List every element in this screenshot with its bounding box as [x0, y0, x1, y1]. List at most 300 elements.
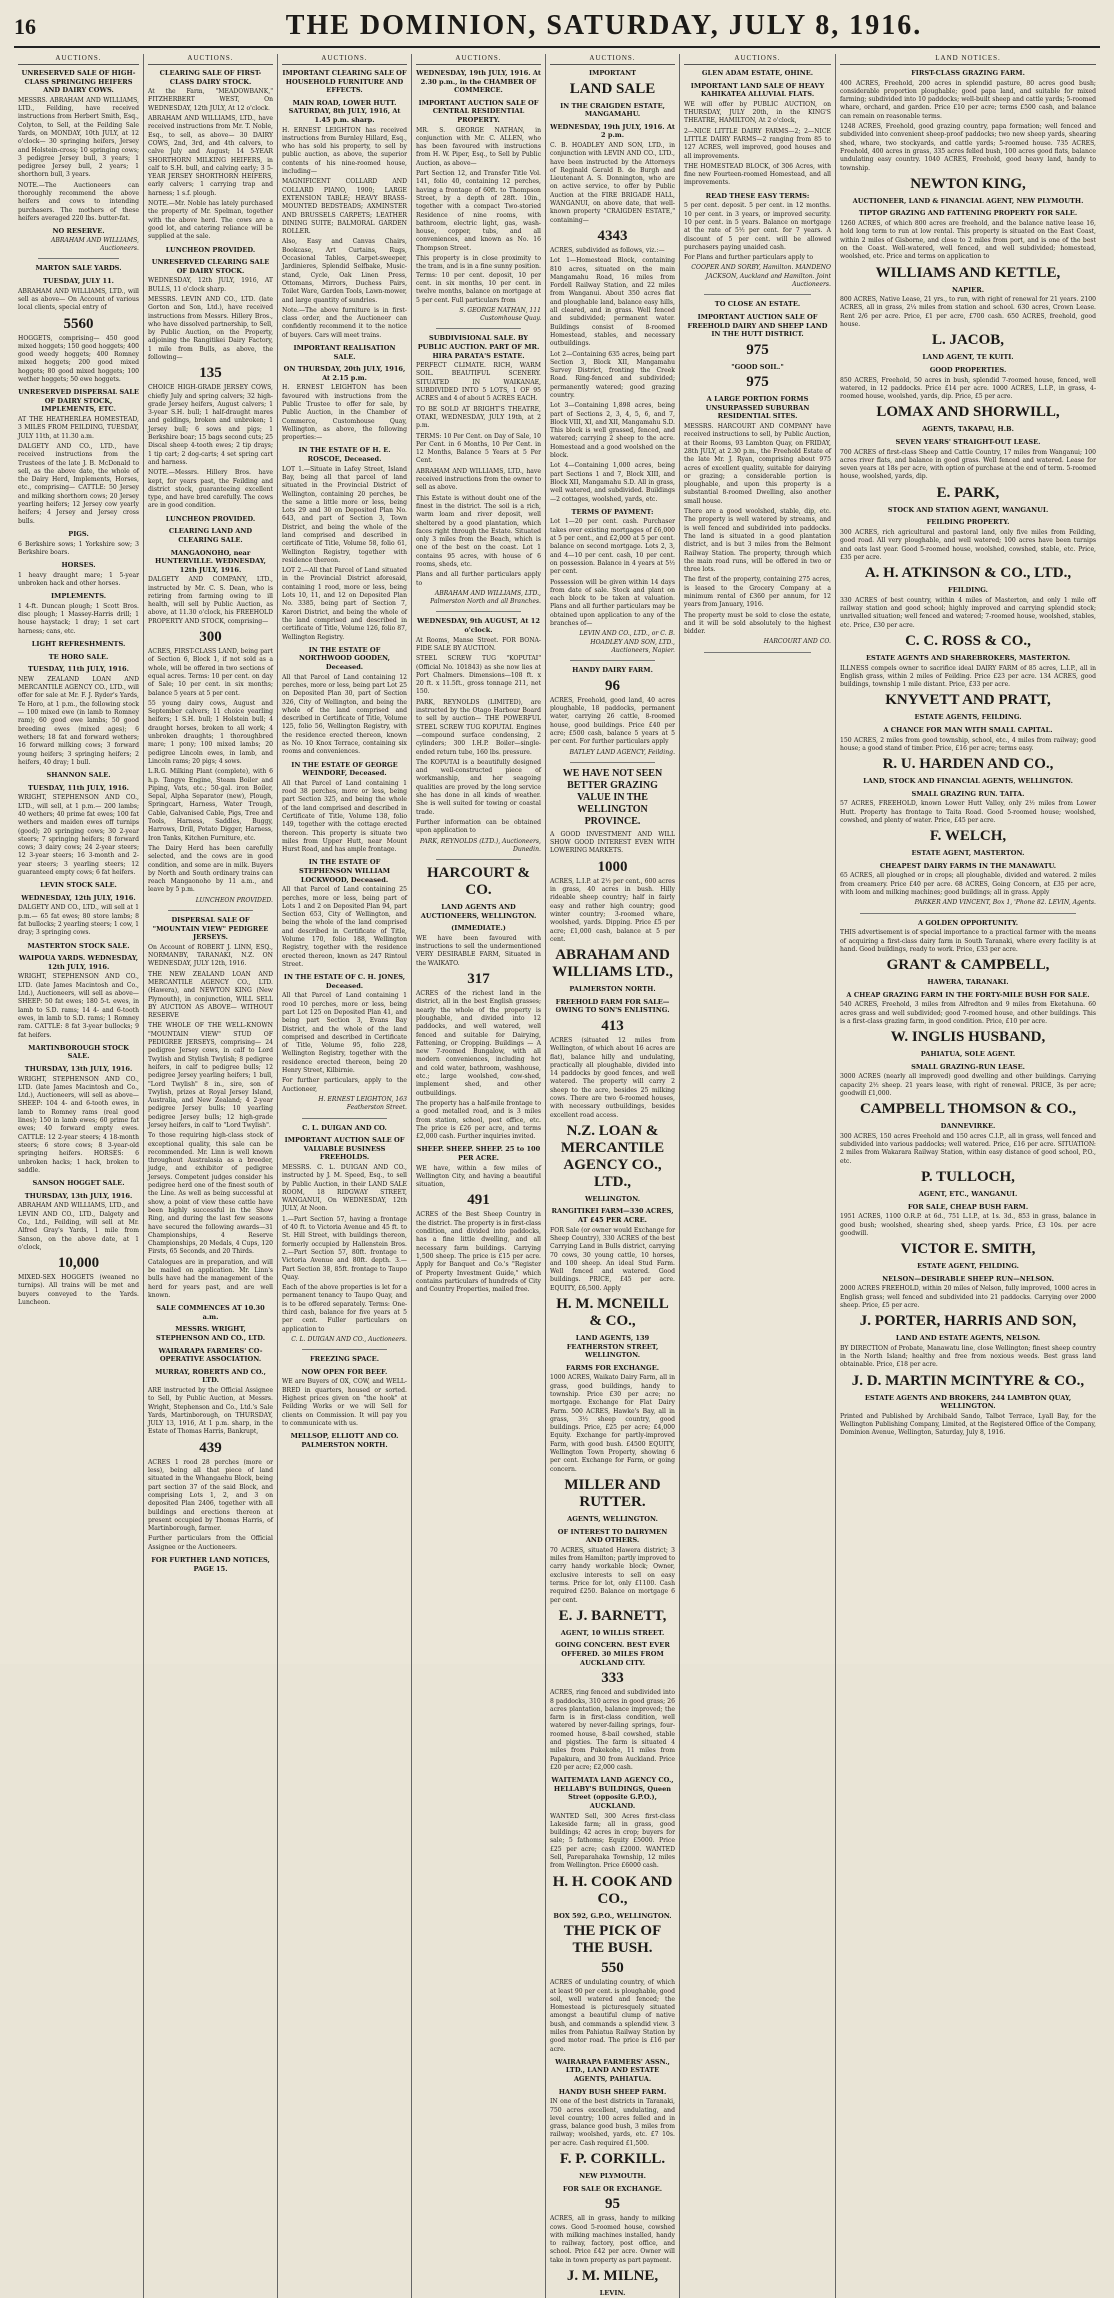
ad-heading: (IMMEDIATE.): [451, 924, 506, 933]
ad-heading: SMALL GRAZING RUN. TAITA.: [911, 789, 1025, 798]
ad-heading: AGENT, 10 WILLIS STREET.: [560, 1628, 665, 1637]
ad-signature: PARK, REYNOLDS (LTD.), Auctioneers, Dunedin.: [419, 837, 541, 853]
ad-heading: FREEHOLD FARM FOR SALE—OWING TO SON'S ENLISTING.: [555, 997, 670, 1015]
ad-heading: SALE COMMENCES AT 10.30 a.m.: [156, 1304, 265, 1321]
ad-divider: [168, 910, 253, 911]
ad-text: ACRES, all in grass, handy to milking cows. Good 5-roomed house, cowshed with milking machines installed, handy to railway, factory, post office, and school. Price £42 per acre. Owner will take in town property as part payment.: [550, 2215, 675, 2264]
ad-text: The KOPUTAI is a beautifully designed and well-constructed piece of workmanship, and her seagoing qualities are proved by the long service she has done in all kinds of weather. She is well suited for towing or coastal trade.: [416, 758, 541, 816]
ad-heading: IMPORTANT AUCTION SALE OF VALUABLE BUSINESS FREEHOLDS.: [284, 1136, 405, 1162]
ad-text: Lot 2—Containing 635 acres, being part Section 3, Block XII, Mangamahu Survey District, fronting the Creek Road. Ring-fenced and subdivided; permanently watered; good grazing country.: [550, 350, 675, 399]
ad-heading: UNRESERVED CLEARING SALE OF DAIRY STOCK.: [151, 258, 270, 275]
ad-signature: BATLEY LAND AGENCY, Feilding.: [569, 748, 675, 756]
ad-text: At Rooms, Manse Street. FOR BONA-FIDE SALE BY AUCTION.: [416, 636, 541, 652]
ad-text: 65 ACRES, all ploughed or in crops; all ploughable, divided and watered. 2 miles from creamery. Price £40 per acre. 68 ACRES, Going Concern, at £35 per acre, with loom and milking machines; good buildings; all in grass. Apply: [840, 872, 1096, 897]
ad-signature: ABRAHAM AND WILLIAMS, LTD., Palmerston North and all Branches.: [430, 589, 541, 606]
ad-acreage: 975: [746, 374, 769, 391]
ad-heading: BOX 592, G.P.O., WELLINGTON.: [553, 1911, 672, 1920]
ad-heading: PAHIATUA, SOLE AGENT.: [920, 1050, 1016, 1059]
ad-heading: STOCK AND STATION AGENT, WANGANUI.: [887, 505, 1049, 514]
ad-heading: AGENT, ETC., WANGANUI.: [918, 1190, 1018, 1199]
ad-heading: "GOOD SOIL.": [731, 362, 784, 371]
ad-display-name: L. JACOB,: [931, 332, 1005, 349]
ad-heading: SEVEN YEARS' STRAIGHT-OUT LEASE.: [895, 437, 1041, 446]
ad-heading: LAND AGENTS, 139 FEATHERSTON STREET, WELLINGTON.: [566, 1334, 659, 1360]
ad-heading: C. L. DUIGAN AND CO.: [302, 1123, 387, 1132]
ad-text: DALGETY AND CO., LTD., will sell at 1 p.m.— 65 fat ewes; 80 store lambs; 8 fat bullocks; 2 yearling steers; 1 cow, 1 dray; 3 springing cows.: [18, 904, 139, 937]
ad-text: Part Section 12, and Transfer Title Vol. 141, folio 40, containing 12 perches, having a frontage of 60ft. to Thompson Street, by a depth of 28ft. 10in., together with a compact Two-storied Residence of nine rooms, with bathroom, electric light, gas, wash-house, copper, tubs, and all conveniences, and known as No. 16 Thompson Street.: [416, 170, 541, 252]
ad-text: MESSRS. C. L. DUIGAN AND CO., instructed by J. M. Speed, Esq., to sell by Public Auction, in their LAND SALE ROOM, 18 RIDGWAY STREET, WANGANUI, On WEDNESDAY, 12th JULY, At Noon.: [282, 1163, 407, 1213]
ad-acreage: 975: [746, 341, 769, 358]
ad-text: There are a good woolshed, stable, dip, etc. The property is well watered by streams, and is well fenced and subdivided into paddocks. The land is situated in a good plantation district, and is but 3 miles from the Belmont Railway Station. The property, through which the main road runs, will be offered in two or three lots.: [684, 508, 831, 574]
ad-acreage: 95: [605, 2196, 620, 2213]
ad-heading: IN THE ESTATE OF STEPHENSON WILLIAM LOCKWOOD, Deceased.: [298, 858, 391, 884]
ad-display-name: C. C. ROSS & CO.,: [905, 632, 1031, 649]
ad-heading: IMPORTANT: [588, 69, 637, 77]
ad-heading: IMPLEMENTS.: [50, 592, 107, 601]
ad-text: THE WHOLE OF THE WELL-KNOWN "MOUNTAIN VIEW" STUD OF PEDIGREE JERSEYS, comprising— 24 pedigree Jersey cows, in calf to Lord Twylish and Stylish Twylish; 8 pedigree heifers, in calf to pedigree bulls; 12 pedigree Jersey yearling heifers; 1 bull, "Lord Twylish" 8 in., sire, son of Twylish, prizes at Royal Jersey Island, Australia, and New Zealand; 4 2-year pedigree Jersey bulls; 10 yearling pedigree Jersey bulls; 12 high-grade Jersey heifers, in calf to "Lord Twylish".: [148, 1022, 273, 1129]
ad-text: THE NEW ZEALAND LOAN AND MERCANTILE AGENCY CO., LTD. (Hawera), and NEWTON KING (New Plymouth), in conjunction, WILL SELL BY AUCTION AS ABOVE— WITHOUT RESERVE: [148, 970, 273, 1020]
ad-text: Lot 4—Containing 1,000 acres, being part Sections 1 and 7, Block XIII, and Block XII, Mangamahu S.D. All in grass, well watered, and subdivided. Buildings—2 cottages, woolshed, yards, etc.: [550, 462, 675, 503]
ad-text: CHOICE HIGH-GRADE JERSEY COWS, chiefly July and spring calvers; 32 high-grade Jersey heifers, August calvers; 1 3-year S.H. bull; 1 half-draught mares and geldings, broken and unbroken; 1 Jersey bull; 6 sows and pigs; 1 Berkshire boar; 15 bags second cuts; 25 Discal sheep 4-tooth ewes; 2 tip drays; 1 tip cart; 2 dog-carts; 4 set spring cart and harness.: [148, 384, 273, 466]
ad-text: ACRES, ring fenced and subdivided into 8 paddocks, 310 acres in good grass; 26 acres plantation, balance improved; the farm is in first-class condition, well watered by never-failing springs, four-roomed house, 8-bail cowshed, stable and pigsties. The farm is situated 4 miles from Pukekohe, 11 miles from Papakura, and 30 from Auckland. Price £20 per acre; £2,000 cash.: [550, 1689, 675, 1771]
ad-heading: PIGS.: [68, 529, 89, 538]
ad-heading: TO CLOSE AN ESTATE.: [714, 300, 801, 309]
ad-text: LOT 1.—Situate in Lafey Street, Island Bay, being all that parcel of land situated in the Provincial District of Wellington, containing 20 perches, be the same a little more or less, being Lots 29 and 30 on Deposited Plan No. 643, and part of Section 3, Town District, and being the whole of the land comprised and described in certificate of Title, Volume 58, folio 61, Wellington Registry, together with residence thereon.: [282, 465, 407, 564]
ad-text: DALGETY AND CO., LTD., have received instructions from the Trustees of the late J. B. McDonald to sell, as the above date, the whole of the Dairy Herd, Implements, Horses, etc., comprising— CATTLE: 50 Jersey and milking shorthorn cows; 20 Jersey yearling heifers; 12 Jersey cow yearly heifers; 4 Jersey and Jersey cross bulls.: [18, 442, 139, 525]
ad-heading: IN THE ESTATE OF H. E. ROSCOE, Deceased.: [298, 446, 391, 464]
ad-heading: MARTINBOROUGH STOCK SALE.: [28, 1043, 129, 1061]
column-1: [14, 54, 144, 2298]
ad-text: ILLNESS compels owner to sacrifice ideal DAIRY FARM of 85 acres, L.I.P., all in English grass, within 2 miles of Feilding. Price £23 per acre. 134 ACRES, good buildings, township 1 mile distant. Price, £33 per acre.: [840, 664, 1096, 689]
ad-heading: AGENTS, WELLINGTON.: [567, 1514, 658, 1523]
ad-heading: AGENTS, TAKAPAU, H.B.: [922, 425, 1014, 434]
ad-heading: FARMS FOR EXCHANGE.: [565, 1363, 660, 1372]
ad-signature: PARKER AND VINCENT, Box 1, 'Phone 82. LEVIN, Agents.: [914, 899, 1096, 907]
ad-text: WEDNESDAY, 12th JULY, 1916, AT BULLS, 11 o'clock sharp.: [148, 277, 273, 293]
ad-text: 3000 ACRES (nearly all improved) good dwelling and other buildings. Carrying capacity 2½ sheep. 21 years lease, with right of renewal. PRICE, 3s per acre; goodwill £1,000.: [840, 1073, 1096, 1097]
ad-text: ACRES, FIRST-CLASS LAND, being part of Section 6, Block 1, if not sold as a whole, will be offered in two sections of equal acres. Terms: 10 per cent. on day of Sale; 10 per cent. in six months; balance 5 years at 5 per cent.: [148, 648, 273, 697]
ad-text: Further information can be obtained upon application to: [416, 818, 541, 835]
ad-heading: ESTATE AGENT, FEILDING.: [917, 1262, 1019, 1271]
ad-text: ACRES, L.I.P. at 2½ per cent., 600 acres in grass, 40 acres in bush. Hilly rideable sheep country; half in fairly easy and rather high country; good winter country; 3-roomed whare, woolshed, yards. Dipping. Price £5 per acre; £1,000 cash, balance at 5 per cent.: [550, 877, 675, 943]
ad-acreage: 300: [199, 629, 222, 646]
ad-acreage: 10,000: [57, 1255, 100, 1272]
column-2: [144, 54, 278, 2298]
ad-heading: DISPERSAL SALE OF "MOUNTAIN VIEW" PEDIGREE JERSEYS.: [152, 915, 269, 942]
column-3: [278, 54, 412, 2298]
ad-display-name: R. U. HARDEN AND CO.,: [882, 756, 1054, 773]
ad-text: LOT 2.—All that Parcel of Land situated in the Provincial District aforesaid, containing 1 rood, more or less, being Lots 10, 11, and 12 on Deposited Plan No. 3385, being part of Section 7, Karori District, and being the whole of the land comprised and described in certificate of Title, Volume 126, folio 87, Wellington Registry.: [282, 567, 407, 641]
ad-text: L.R.G. Milking Plant (complete), with 6 h.p. Tangye Engine, Steam Boiler and Piping, Vats, etc.; 50-gal. iron Boiler, Sepal, Alpha Separator (new), Plough, Springcart, Harness, Water Trough, Cable, Galvanised Cable, Pigs, Tree and Tools, Harness, Saddles, Buggy, Harrows, Drill, Potato Digger, Harness, Iron Tanks, Kitchen Furniture, etc.: [148, 768, 273, 842]
ad-heading: ESTATE AGENT, MASTERTON.: [911, 849, 1025, 858]
ad-acreage: 4343: [597, 227, 628, 244]
ad-text: This property is in close proximity to the tram, and is in a fine sunny position. Terms: 10 per cent. deposit, 10 per cent. in six months, 10 per cent. in twelve months, balance on mortgage at 5 per cent. Full particulars from: [416, 255, 541, 304]
ad-divider: [38, 258, 119, 259]
ad-heading: FIRST-CLASS GRAZING FARM.: [911, 69, 1025, 77]
ad-text: PARK, REYNOLDS (LIMITED), are instructed by the Otago Harbour Board to sell by auction— THE POWERFUL STEEL SCREW TUG KOPUTAI. Engines—compound surface condensing, 2 cylinders; 300 I.H.P. Boiler—single-ended return tube, 160 lbs. pressure.: [416, 698, 541, 756]
ad-text: ABRAHAM AND WILLIAMS, LTD., have received instructions from the owner to sell as above.: [416, 467, 541, 492]
ad-display-name: E. PARK,: [936, 484, 1000, 501]
ad-heading: IN THE ESTATE OF GEORGE WEINDORF, Deceased.: [291, 760, 398, 778]
ad-display-name: THE PICK OF THE BUSH.: [563, 1923, 662, 1957]
ad-heading: IMPORTANT CLEARING SALE OF HOUSEHOLD FURNITURE AND EFFECTS.: [282, 69, 407, 95]
ad-divider: [436, 611, 521, 612]
ad-acreage: 1000: [597, 858, 628, 875]
ad-divider: [570, 660, 655, 661]
ad-divider: [436, 328, 521, 329]
ad-text: Lot 1—Homestead Block, containing 810 acres, situated on the main Mangamahu Road, 16 miles from Fordell Railway Station, and 22 miles from Wanganui. About 350 acres flat and ploughable land, balance easy hills, all cleared, and in grass. Well fenced and subdivided; permanent water. Buildings consist of 8-roomed Homestead, stables, and necessary outbuildings.: [550, 257, 675, 348]
ad-divider: [704, 294, 811, 295]
ad-acreage: 550: [601, 1960, 624, 1977]
ad-text: All that Parcel of Land containing 1 rood 10 perches, more or less, being part Lot 125 on Deposited Plan 41, and being part Section 3, Evans Bay District, and the whole of the land comprised and described in Certificate of Title, Volume 95, folio 228, Wellington Registry, together with the residence erected thereon, being 20 Henry Street, Kilbirnie.: [282, 992, 407, 1075]
ad-heading: TERMS OF PAYMENT:: [571, 507, 654, 516]
ad-text: 57 ACRES, FREEHOLD, known Lower Hutt Valley, only 2½ miles from Lower Hutt. Property has frontage to Taita Road. Good 5-roomed house; woolshed, cowshed, and plenty of water. Price, £45 per acre.: [840, 800, 1096, 824]
column-6: [680, 54, 836, 2298]
ad-signature: C. L. DUIGAN AND CO., Auctioneers.: [291, 1335, 407, 1343]
ad-divider: [436, 859, 521, 860]
ad-heading: LEVIN.: [599, 2289, 626, 2298]
ad-text: ACRES (situated 12 miles from Wellington, of which about 16 acres are flat), balance hilly and undulating, practically all ploughable, divided into 14 paddocks by good fences, and well watered. The property will carry 2 sheep to the acre, besides 25 milking cows. There are two 6-roomed houses, with necessary outbuildings, besides excellent road access.: [550, 1036, 675, 1119]
ad-heading: IN THE ESTATE OF C. H. JONES, Deceased.: [283, 973, 406, 990]
ad-text: Catalogues are in preparation, and will be mailed on application. Mr. Linn's bulls have had the management of the herd for years past, and are well known.: [148, 1258, 273, 1299]
ad-display-name: HARCOURT & CO.: [427, 865, 530, 899]
ad-heading: IMPORTANT LAND SALE OF HEAVY KAHIKATEA ALLUVIAL FLATS.: [690, 81, 825, 99]
ad-heading: ON THURSDAY, 20th JULY, 1916, At 2.15 p.m.: [283, 365, 406, 382]
ad-display-name: W. INGLIS HUSBAND,: [890, 1029, 1046, 1046]
ad-heading: WELLINGTON.: [585, 1194, 640, 1203]
ad-heading: LUNCHEON PROVIDED.: [165, 245, 256, 254]
ad-heading: LAND AGENT, TE KUITI.: [922, 353, 1014, 362]
ad-text: Also, Easy and Canvas Chairs, Bookcase, Art Curtains, Rugs, Occasional Tables, Carpet-sweeper, Jardinieres, Splendid Selfbake, Music-stand, Cycle, Oak Linen Press, Ottomans, Mirrors, Duchess Pairs, Toilet Ware, Garden Tools, Lawn-mower, and large quantity of sundries.: [282, 238, 407, 304]
ad-text: A GOOD INVESTMENT AND WILL SHOW GOOD INTEREST EVEN WITH LOWERING MARKETS.: [550, 830, 675, 855]
ad-display-name: CAMPBELL THOMSON & CO.,: [860, 1101, 1076, 1118]
ad-text: 850 ACRES, Freehold, 50 acres in bush, splendid 7-roomed house, fenced, well watered, in 12 paddocks. Price £14 per acre. 1000 ACRES, L.I.P., in grass, 4-roomed house, woolshed, yards, dip. Price, £5 per acre.: [840, 376, 1096, 401]
ad-text: 1951 ACRES, 1100 O.R.P. at 6d., 751 L.I.P., at 1s. 3d., 853 in grass, balance in good bush; woolshed, shearing shed, sheep yards. Price, £3 10s. per acre goodwill.: [840, 1213, 1096, 1237]
column-header: AUCTIONS.: [148, 54, 273, 65]
ad-heading: A CHEAP GRAZING FARM IN THE FORTY-MILE BUSH FOR SALE.: [846, 990, 1090, 999]
page-number: 16: [14, 14, 36, 39]
ad-heading: NOW OPEN FOR BEEF.: [301, 1367, 388, 1376]
ad-text: All that Parcel of Land containing 25 perches, more or less, being part of Lots 1 and 2 on Deposited Plan 94, part Section 653, City of Wellington, and being the whole of the land comprised and described in Certificate of Title, Volume 170, folio 188, Wellington Registry, together with the residence erected thereon, known as 247 Rintoul Street.: [282, 886, 407, 968]
ad-text: On Account of ROBERT J. LINN, ESQ., NORMANBY, TARANAKI, N.Z. ON WEDNESDAY, JULY 12th, 1916.: [148, 943, 273, 968]
masthead: [14, 6, 1100, 48]
ad-acreage: 96: [605, 677, 620, 694]
ad-heading: GOING CONCERN. BEST EVER OFFERED. 30 MILES FROM AUCKLAND CITY.: [555, 1641, 670, 1667]
ad-display-name: MILLER AND RUTTER.: [564, 1476, 661, 1510]
ad-display-name: ABRAHAM AND WILLIAMS LTD.,: [552, 947, 673, 981]
ad-text: HOGGETS, comprising— 450 good mixed hoggets; 150 good hoggets; 400 good weedy hoggets; 400 Romney mixed hoggets; 200 good mixed hoggets; 80 good mixed hoggets; 100 wether hoggets; 50 ewe hoggets.: [18, 334, 139, 383]
column-header: AUCTIONS.: [282, 54, 407, 65]
ad-display-name: H. M. MCNEILL & CO.,: [556, 1296, 669, 1330]
ad-heading: LAND AGENTS AND AUCTIONEERS, WELLINGTON.: [420, 903, 537, 920]
ad-heading: MARTON SALE YARDS.: [35, 264, 122, 273]
ad-text: 70 ACRES, situated Hawera district; 3 miles from Hamilton; partly improved to carry handy workable block; Owner, exclusive interests to sell on easy terms. Price for lot, only £1100. Cash required £250. Balance on mortgage 6 per cent.: [550, 1546, 675, 1604]
ad-text: ACRES, Freehold, good land, 40 acres ploughable, 18 paddocks, permanent water, carrying 26 cattle, 8-roomed house, good buildings. Price £40 per acre; £500 cash, balance 5 years at 5 per cent. For further particulars apply: [550, 696, 675, 746]
ad-heading: SHANNON SALE.: [46, 771, 111, 780]
newspaper-title: THE DOMINION, SATURDAY, JULY 8, 1916.: [285, 10, 923, 41]
ad-acreage: 135: [199, 365, 222, 382]
ad-text: 300 ACRES, rich agricultural and pastoral land, only five miles from Feilding, good road. All very ploughable, and well watered; 100 acres have been turnips and oats last year. Good 5-roomed house, woolshed, cowshed, stable, etc. Price, £35 per acre.: [840, 528, 1096, 561]
ad-text: NOTE.—Messrs. Hillery Bros. have kept, for years past, the Feilding and district stock, guaranteeing excellent type, and have bred carefully. The cows are in good condition.: [148, 469, 273, 510]
ad-heading: SUBDIVISIONAL SALE. BY PUBLIC AUCTION. PART OF MR. HIRA PARATA'S ESTATE.: [417, 334, 540, 360]
column-header: AUCTIONS.: [18, 54, 139, 65]
ad-text: WANTED Sell, 300 Acres first-class Lakeside farm; all in grass, good buildings; 42 acres in crop; buyers for sale; 5 fathoms; Equity £5000. Price £25 per acre; cash £2000. WANTED Sell, Pareparahaka Township, 12 miles from Wellington. Price £6000 cash.: [550, 1812, 675, 1870]
ad-text: The Dairy Herd has been carefully selected, and the cows are in good condition, and some are in milk. Buyers by North and South ordinary trains can reach Mangaonoho by 11 a.m., and leave by 5 p.m.: [148, 844, 273, 894]
ad-heading: A LARGE PORTION FORMS UNSURPASSED SUBURBAN RESIDENTIAL SITES.: [705, 395, 810, 421]
ad-divider: [570, 762, 655, 763]
ad-text: MR. S. GEORGE NATHAN, in conjunction with Mr. C. ALLEN, who has been favoured with instructions from H. W. Piper, Esq., to Sell by Public Auction, as above—: [416, 126, 541, 167]
ad-heading: LAND AND ESTATE AGENTS, NELSON.: [895, 1334, 1041, 1343]
ad-text: 150 ACRES, 2 miles from good township, school, etc., 4 miles from railway; good house; a good stand of timber. Price, £16 per acre; terms easy.: [840, 736, 1096, 752]
ad-text: Lot 3—Containing 1,898 acres, being part of Sections 2, 3, 4, 5, 6, and 7, Block VIII, XI, and XII, Mangamahu S.D. This block is well grassed, fenced, and watered; carrying 2 sheep to the acre. Homestead and a good woolshed on the block.: [550, 402, 675, 460]
ad-heading: READ THESE EASY TERMS:: [705, 191, 810, 200]
column-header: AUCTIONS.: [550, 54, 675, 65]
ad-text: BY DIRECTION of Probate, Manawatu line, close Wellington; finest sheep country in the North Island; healthy and free from noxious weeds. Best grass land obtainable. Price, £18 per acre.: [840, 1344, 1096, 1369]
ad-acreage: 439: [199, 1439, 222, 1456]
ad-text: H. ERNEST LEIGHTON has received instructions from Burnley Hillard, Esq., who has sold his property, to sell by public auction, as above, the superior contents of his nine-roomed house, including—: [282, 126, 407, 176]
ad-heading: SHEEP. SHEEP. SHEEP. 25 to 100 PER ACRE.: [416, 1145, 541, 1162]
ad-heading: FEILDING.: [948, 586, 988, 595]
ad-text: The property must be sold to close the estate, and it will be sold absolutely to the highest bidder.: [684, 611, 831, 636]
ad-heading: NAPIER.: [952, 285, 984, 294]
ad-heading: WAIPOUA YARDS. WEDNESDAY, 12th JULY, 1916.: [18, 954, 139, 971]
ad-heading: HAWERA, TARANAKI.: [927, 978, 1009, 987]
ad-text: Possession will be given within 14 days from date of sale. Stock and plant on each block to be taken at valuation. Plans and all further particulars may be obtained upon application to any of the branches of—: [550, 578, 675, 627]
ad-display-name: VICTOR E. SMITH,: [900, 1241, 1036, 1258]
ad-signature: LEVIN AND CO., LTD., or C. B. HOADLEY AND SON, LTD., Auctioneers, Napier.: [579, 630, 675, 654]
ad-text: PERFECT CLIMATE. RICH, WARM SOIL. BEAUTIFUL SCENERY. SITUATED IN WAIKANAE, SUBDIVIDED INTO 5 LOTS, 1 OF 95 ACRES and 4 of about 5 ACRES EACH.: [416, 362, 541, 403]
ad-text: Plans and all further particulars apply to: [416, 571, 541, 587]
ad-heading: THURSDAY, 13th JULY, 1916.: [24, 1065, 133, 1073]
column-header: AUCTIONS.: [684, 54, 831, 65]
ad-heading: NO RESERVE.: [52, 227, 105, 236]
ad-heading: TUESDAY, 11th JULY, 1916.: [28, 783, 129, 792]
column-header: AUCTIONS.: [416, 54, 541, 65]
ad-display-name: KNYVETT AND PRATT,: [885, 692, 1051, 709]
ad-heading: GLEN ADAM ESTATE, OHINE.: [701, 69, 814, 77]
ad-heading: IN THE CRAIGDEN ESTATE, MANGAMAHU.: [560, 101, 665, 119]
ad-display-name: J. D. MARTIN MCINTYRE & CO.,: [851, 1372, 1085, 1389]
ad-text: 800 ACRES, Native Lease, 21 yrs., to run, with right of renewal for 21 years. 2100 ACRES, all in grass, 2¼ miles from station and school. 630 acres, Crown Lease. Rent 2/6 per acre. Price, £1 per acre, £700 cash. 650 ACRES, freehold, good house.: [840, 296, 1096, 329]
ad-text: STEEL SCREW TUG "KOPUTAI" (Official No. 101843) as she now lies at Port Chalmers. Dimensions—108 ft. x 20 ft. x 11.5ft., gross tonnage 211, net 150.: [416, 655, 541, 696]
ad-text: Printed and Published by Archibald Sando, Talbot Terrace, Lyall Bay, for the Wellington Publishing Company, Limited, at the Registered Office of the Company, Dominion Avenue, Wellington, Saturday, July 8, 1916.: [840, 1412, 1096, 1437]
ad-heading: ESTATE AGENTS AND SHAREBROKERS, MASTERTON.: [865, 653, 1071, 662]
ad-text: THIS advertisement is of special importance to a practical farmer with the means of acquiring a first-class dairy farm in South Taranaki, where every facility is at hand. Good buildings, ready to work. Price, £33 per acre.: [840, 929, 1096, 953]
column-header: LAND NOTICES.: [840, 54, 1096, 65]
ad-text: Lot 1—20 per cent. cash. Purchaser takes over existing mortgages of £6,000 at 5 per cent., and £2,000 at 5 per cent. balance on second mortgage. Lots 2, 3, and 4—10 per cent. cash, 10 per cent. on possession. Balance in 4 years at 5½ per cent.: [550, 518, 675, 576]
ad-text: The property has a half-mile frontage to a good metalled road, and is 3 miles from station, school, post office, etc. The price is £26 per acre, and terms £2,000 cash. Further inquiries invited.: [416, 1099, 541, 1141]
ad-acreage: 413: [601, 1017, 624, 1034]
ad-heading: FREEZING SPACE.: [310, 1355, 379, 1364]
ad-heading: OF INTEREST TO DAIRYMEN AND OTHERS.: [557, 1527, 668, 1545]
ad-heading: FOR FURTHER LAND NOTICES, PAGE 15.: [151, 1556, 270, 1573]
ad-text: At the Farm, "MEADOWBANK," FITZHERBERT WEST, On WEDNESDAY, 12th JULY, At 12 o'clock.: [148, 88, 273, 112]
ad-divider: [302, 1349, 387, 1350]
ad-heading: FOR SALE, CHEAP BUSH FARM.: [907, 1202, 1029, 1211]
ad-text: ABRAHAM AND WILLIAMS, LTD., have received instructions from Mr. T. Noble, Esq., to sell, as above— 30 DAIRY COWS, 2nd, 3rd, and 4th calvers, to calve July and August; 14 5-YEAR SHORTHORN MILKING HEIFERS, in calf to S.H. bull, and calving early; 3 5-YEAR JERSEY SHORTHORN HEIFERS, early calvers; 1 carrying trap and harness; 1 s.f. plough.: [148, 115, 273, 197]
ad-display-name: WILLIAMS AND KETTLE,: [875, 264, 1061, 281]
ad-heading: WEDNESDAY, 19th JULY, 1916. At 2.30 p.m., in the CHAMBER OF COMMERCE.: [416, 69, 541, 95]
ad-text: ACRES of the Best Sheep Country in the district. The property is in first-class condition, and divided into paddocks, has a fine little dwelling, and all necessary farm buildings. Carrying 1,500 sheep. The price is £15 per acre. Apply for Banquet and Co.'s "Register of Property Investment Guide," which contains particulars of hundreds of City and Country Properties, mailed free.: [416, 1211, 541, 1294]
ad-text: H. ERNEST LEIGHTON has been favoured with instructions from the Public Trustee to offer for sale, by Public Auction, in the Chamber of Commerce, Customhouse Quay, Wellington, as above, the following properties:—: [282, 384, 407, 442]
ad-heading: WAITEMATA LAND AGENCY CO., HELLABY'S BUILDINGS, Queen Street (opposite G.P.O.), AUCKLAND.: [551, 1776, 674, 1810]
ad-text: This Estate is without doubt one of the finest in the district. The soil is a rich, warm loam and river deposit, well sheltered by a good plantation, which faces right through the Estate. Situated only 3 miles from the Beach, which is one of the best on the coast. Lot 1 contains 95 acres, with house of 6 rooms, sheds, etc.: [416, 494, 541, 568]
ad-text: C. B. HOADLEY AND SON, LTD., in conjunction with LEVIN AND CO., LTD., have been instructed by the Attorneys of Reginald Gerald B. de Burgh and Lieutenant A. S. Donnington, who are on active service, to offer by Public Auction at the FIRE BRIGADE HALL, WANGANUI, on above date, that well-known property "CRAIGDEN ESTATE," containing—: [550, 141, 675, 224]
ad-heading: CLEARING SALE OF FIRST-CLASS DAIRY STOCK.: [159, 69, 262, 86]
ad-heading: TUESDAY, 11th JULY, 1916.: [28, 665, 129, 674]
ad-text: DALGETY AND COMPANY, LTD., instructed by Mr. C. S. Dean, who is retiring from farming owing to ill health, will sell by Public Auction, as above, at 11.30 o'clock, his FREEHOLD PROPERTY AND STOCK, comprising—: [148, 576, 273, 625]
ad-text: WRIGHT, STEPHENSON AND CO., LTD. (late James Macintosh and Co., Ltd.), Auctioneers, will sell as above— SHEEP: 50 fat ewes; 180 5-t. ewes, in lamb to S.D. rams; 14 4- and 6-tooth ewes, in lamb to S.D. rams; 1 Romney ram. CATTLE: 8 fat 3-year bullocks; 9 fat heifers.: [18, 973, 139, 1039]
ad-heading: LEVIN STOCK SALE.: [40, 881, 117, 890]
ad-heading: HORSES.: [61, 561, 96, 570]
ad-text: FOR Sale (or owner would Exchange for Sheep Country), 330 ACRES of the best Carrying Land in Bulls district, carrying 70 cows, 30 young cattle, 10 horses, and 100 sheep. An ideal Stud Farm. Well fenced and watered. Good buildings. PRICE, £45 per acre. EQUITY, £6,500. Apply: [550, 1226, 675, 1292]
ad-display-name: P. TULLOCH,: [921, 1169, 1015, 1186]
ad-text: 300 ACRES, 150 acres Freehold and 150 acres C.I.P., all in grass, well fenced and subdivided into various paddocks; well watered. Price, £16 per acre. SITUATION: 2 miles from Wakarara Railway Station, within easy distance of good school, P.O., etc.: [840, 1132, 1096, 1165]
ad-signature: H. ERNEST LEIGHTON, 163 Featherston Street.: [318, 1095, 407, 1112]
ad-heading: IMPORTANT AUCTION SALE OF FREEHOLD DAIRY AND SHEEP LAND IN THE HUTT DISTRICT.: [687, 312, 828, 339]
ad-text: MESSRS. HARCOURT AND COMPANY have received instructions to sell, by Public Auction, at their Rooms, 93 Lambton Quay, on FRIDAY, 28th JULY, at 2.30 p.m., the Freehold Estate of the late Mr. J. Ryan, comprising about 975 acres of excellent quality, suitable for dairying or grazing; a considerable portion is ploughable, and upon this property is a substantial 8-roomed Dwelling, also another small house.: [684, 423, 831, 505]
ad-heading: WAIRARAPA FARMERS' ASSN., LTD., LAND AND ESTATE AGENTS, PAHIATUA.: [555, 2057, 670, 2084]
ad-display-name: E. J. BARNETT,: [558, 1607, 667, 1624]
ad-signature: LUNCHEON PROVIDED.: [195, 896, 273, 904]
ad-text: ABRAHAM AND WILLIAMS, LTD., will sell as above— On Account of various local clients, special entry of: [18, 287, 139, 312]
ad-heading: NELSON—DESIRABLE SHEEP RUN—NELSON.: [882, 1274, 1054, 1283]
ad-text: 700 ACRES of first-class Sheep and Cattle Country, 17 miles from Wanganui; 100 acres river flats, and balance in good grass. Well fenced and watered. Lease for seven years at 18s per acre, with option of purchase at the end of term. 5-roomed house, woolshed, yards, dip.: [840, 448, 1096, 481]
ad-heading: IMPORTANT AUCTION SALE OF CENTRAL RESIDENTIAL PROPERTY.: [418, 98, 539, 124]
ad-heading: UNRESERVED SALE OF HIGH-CLASS SPRINGING HEIFERS AND DAIRY COWS.: [21, 69, 136, 95]
ad-text: 540 ACRES, Freehold, 3 miles from Alfredton and 9 miles from Eketahuna. 60 acres grass and well subdivided; good 7-roomed house, and other buildings. This is a first-class grazing farm, in good condition. Price, £10 per acre.: [840, 1001, 1096, 1025]
column-7: [836, 54, 1100, 2298]
ad-text: 330 ACRES of best country, within 4 miles of Masterton, and only 1 mile off railway station and good school; highly improved and carrying splendid stock; unrivalled situation; well fenced and watered; 7-roomed house, woolshed, stables, etc. Price, £30 per acre.: [840, 596, 1096, 629]
ad-text: 2000 ACRES FREEHOLD, within 20 miles of Nelson, fully improved, 1000 acres in English grass; well fenced and subdivided into 21 paddocks. Carrying over 2000 sheep. Price, £5 per acre.: [840, 1285, 1096, 1309]
ad-display-name: H. H. COOK AND CO.,: [552, 1873, 673, 1907]
ad-acreage: 5560: [63, 315, 94, 332]
ad-text: MIXED-SEX HOGGETS (weaned no turnips). All trains will be met and buyers conveyed to the Yards. Luncheon.: [18, 1274, 139, 1307]
ad-heading: TIPTOP GRAZING AND FATTENING PROPERTY FOR SALE.: [858, 209, 1078, 218]
ad-heading: MANGAONOHO, near HUNTERVILLE. WEDNESDAY, 12th JULY, 1916.: [155, 548, 266, 574]
ad-heading: AUCTIONEER, LAND & FINANCIAL AGENT, NEW PLYMOUTH.: [852, 196, 1084, 205]
ad-text: THE HOMESTEAD BLOCK, of 306 Acres, with fine new Fourteen-roomed Homestead, and all improvements.: [684, 162, 831, 187]
ad-text: ACRES of the richest land in the district, all in the best English grasses; nearly the whole of the property is ploughable, and divided into 12 paddocks, and well watered, well fenced and suitable for Dairying, Fattening, or Cropping. Buildings — A new 7-roomed Bungalow, with all modern conveniences, including hot and cold water, bathroom, washhouse, etc.; large woolshed, cow-shed, implement shed, and other outbuildings.: [416, 990, 541, 1097]
ad-text: 2—NICE LITTLE DAIRY FARMS—2; 2—NICE LITTLE DAIRY FARMS—2 ranging from 85 to 127 ACRES, well improved, good houses and all improvements.: [684, 127, 831, 160]
ad-acreage: 491: [467, 1192, 490, 1209]
ad-text: 1 heavy draught mare; 1 5-year unbroken hack and other horses.: [18, 571, 139, 587]
ad-text: All that Parcel of Land containing 12 perches, more or less, being part Lot 25 on Deposited Plan 30, part of Section 326, City of Wellington, and being the whole of the land comprised and described in Certificate of Title, Volume 125, folio 56, Wellington Registry, with the residence erected thereon, known as No. 10 Knox Terrace, containing six rooms and conveniences.: [282, 673, 407, 756]
ad-text: 5 per cent. deposit. 5 per cent. in 12 months. 10 per cent. in 3 years, or improved security. 10 per cent. in 5 years. Balance on mortgage at the rate of 5½ per cent. for 7 years. A discount of 5 per cent. will be allowed purchasers paying unaided cash.: [684, 202, 831, 251]
ad-signature: HARCOURT AND CO.: [763, 638, 831, 646]
ad-heading: WEDNESDAY, 12th JULY, 1916.: [21, 893, 136, 902]
ad-heading: TUESDAY, JULY 11.: [43, 277, 114, 286]
ad-text: WE have, within a few miles of Wellington City, and having a beautiful situation,: [416, 1164, 541, 1189]
ad-text: For Plans and further particulars apply to: [684, 254, 814, 262]
ad-text: TO BE SOLD AT BRIGHT'S THEATRE, OTAKI, WEDNESDAY, JULY 19th, at 2 p.m.: [416, 405, 541, 430]
ad-heading: ESTATE AGENTS AND BROKERS, 244 LAMBTON QUAY, WELLINGTON.: [864, 1393, 1072, 1411]
ad-text: WRIGHT, STEPHENSON AND CO., LTD., will sell, at 1 p.m.— 200 lambs; 40 wethers; 40 prime fat ewes; 100 fat wethers and maiden ewes off turnips (good); 20 springing cows; 30 2-year steers; 7 springing heifers; 8 forward cows; 3 dairy cows; 24 2-year steers; 12 3-year steers; 16 3-month and 2-year steers; 3 yearling steers; 12 guaranteed empty cows; 6 fat heifers.: [18, 794, 139, 876]
ad-divider: [860, 913, 1076, 914]
ad-text: 1.—Part Section 57, having a frontage of 40 ft. to Victoria Avenue and 45 ft. to St. Hill Street, with buildings thereon, formerly occupied by Hallenstein Bros. 2.—Part Section 57, 80ft. frontage to Victoria Avenue and 80ft. depth. 3.—Part Section 38, 85ft. frontage to Taupo Quay.: [282, 1215, 407, 1281]
ad-heading: THURSDAY, 13th JULY, 1916.: [24, 1191, 133, 1200]
ad-heading: MELLSOP, ELLIOTT AND CO. PALMERSTON NORTH.: [290, 1432, 399, 1449]
ad-heading: LIGHT REFRESHMENTS.: [31, 640, 126, 649]
ad-heading: CHEAPEST DAIRY FARMS IN THE MANAWATU.: [879, 861, 1057, 870]
ad-acreage: 317: [467, 971, 490, 988]
ad-text: NOTE.—Mr. Noble has lately purchased the property of Mr. Spelman, together with the above herd. The cows are a good lot, and catering reliance will be supplied at the sale.: [148, 200, 273, 241]
ad-text: NEW ZEALAND LOAN AND MERCANTILE AGENCY CO., LTD., will offer for sale at Mr. F. J. Ryder's Yards, Te Horo, at 1 p.m., the following stock— 100 mixed ewe (in lamb to Romney ram); 60 good ewe lambs; 50 good breeding ewes (mixed ages); 6 wethers; 18 fat and forward wethers; 16 forward milking cows; 3 forward young heifers; 3 springing heifers; 2 heifers, 40 dray; 1 bull.: [18, 675, 139, 766]
ad-banner: WE HAVE NOT SEEN BETTER GRAZING VALUE IN THE WELLINGTON PROVINCE.: [562, 767, 663, 827]
ad-display-name: N.Z. LOAN & MERCANTILE AGENCY CO., LTD.,: [560, 1122, 665, 1190]
ad-heading: TE HORO SALE.: [48, 652, 109, 661]
ad-text: 1000 ACRES, Waikato Dairy Farm, all in grass, good buildings, handy to township. Price £30 per acre; no mortgage. Exchange for Flat Dairy Farm. 500 ACRES, Hawke's Bay, all in grass, 3½ sheep country, good buildings. Price, £25 per acre; £4,000 Equity. Exchange for partly-improved Farm, with good bush. £4500 EQUITY, Wellington Town Property, showing 6 per cent. Exchange for Farm, or going concern.: [550, 1374, 675, 1473]
ad-heading: SMALL GRAZING-RUN LEASE.: [911, 1062, 1025, 1071]
ad-text: ACRES of undulating country, of which at least 90 per cent. is ploughable, good soil, well watered and fenced; the Homestead is picturesquely situated amongst a beautiful clump of native bush, and commands a splendid view. 3 miles from Pahiatua Railway Station by good motor road. The price is £16 per acre.: [550, 1979, 675, 2053]
columns-container: [14, 54, 1100, 2298]
ad-text: The first of the property, containing 275 acres, is leased to the Grocery Company at a minimum rental of £360 per annum, for 12 years from January, 1916.: [684, 576, 831, 609]
ad-heading: DANNEVIRKE.: [940, 1122, 996, 1131]
ad-text: Note.—The above furniture is in first-class order, and the Auctioneer can confidently recommend it to the notice of buyers. Cars will meet trains.: [282, 306, 407, 339]
ad-text: WE have been favoured with instructions to sell the undermentioned VERY DESIRABLE FARM, Situated in the WAIKATO.: [416, 934, 541, 967]
ad-signature: ABRAHAM AND WILLIAMS, Auctioneers.: [50, 236, 139, 253]
ad-text: To those requiring high-class stock of exceptional quality, this sale can be recommended. Mr. Linn is well known throughout Australasia as a breeder, judge, and exhibitor of pedigree Jerseys. Competent judges consider his pedigree herd one of the finest south of the Line. As well as being successful at show, a point of view these cattle have been highly successful in the Show Ring, and during the last few seasons have secured the following awards—31 Championships, 4 Reserve Championships, 20 Medals, 4 Cups, 120 Firsts, 65 Seconds, and 20 Thirds.: [148, 1132, 273, 1256]
ad-acreage: 333: [601, 1670, 624, 1687]
ad-text: IN one of the best districts in Taranaki, 750 acres excellent, undulating, and level country; 100 acres felled and in grass, balance good bush, 3 miles from railway; woolshed, yards, etc. £7 10s. per acre. Cash required £1,500.: [550, 2098, 675, 2147]
ad-text: ACRES, subdivided as follows, viz.:—: [550, 246, 665, 254]
column-5: [546, 54, 680, 2298]
ad-heading: IN THE ESTATE OF NORTHWOOD GOODEN, Deceased.: [299, 645, 390, 672]
ad-text: 400 ACRES, Freehold, 200 acres in splendid pasture, 80 acres good bush; considerable proportion ploughable; good papa land, and suitable for mixed farming; subdivided into 10 paddocks; well-built sheep and cattle yards; 5-roomed whare, orchard, and garden. Price £10 per acre; terms £500 cash, and balance can remain on reasonable terms.: [840, 79, 1096, 120]
ad-display-name: NEWTON KING,: [910, 175, 1026, 192]
ad-heading: MASTERTON STOCK SALE.: [27, 941, 130, 950]
ad-text: ACRES 1 rood 28 perches (more or less), being all that piece of land situated in the Whangaehu Block, being part section 37 of the said Block, and comprising Lots 1, 2, and 3 on deposited Plan 2406, together with all buildings and erections thereon at present occupied by Thomas Harris, of Martinborough, farmer.: [148, 1458, 273, 1533]
ad-heading: IMPORTANT REALISATION SALE.: [293, 343, 396, 361]
ad-heading: GOOD PROPERTIES.: [929, 365, 1007, 374]
ad-heading: PALMERSTON NORTH.: [569, 985, 656, 994]
ad-heading: WEDNESDAY, 9th AUGUST, At 12 o'clock.: [417, 617, 540, 635]
ad-heading: SANSON HOGGET SALE.: [32, 1179, 125, 1188]
ad-heading: NEW PLYMOUTH.: [579, 2172, 646, 2181]
column-4: [412, 54, 546, 2298]
ad-text: 1260 ACRES, of which 800 acres are freehold, and the balance native lease 16, hold long term to run at low rental. This property is situated on the East Coast, within 2 miles of Gisborne, and close to 2 miles from port, and is one of the best on the Coast. Well-watered, well fenced, and well subdivided; homestead, woolshed, etc. Price and terms on application to: [840, 220, 1096, 261]
ad-text: WRIGHT, STEPHENSON AND CO., LTD. (late James Macintosh and Co., Ltd.), Auctioneers, will sell as above— SHEEP: 104 4- and 6-tooth ewes, in lamb to Romney rams (real good lines); 150 in lamb ewes; 60 prime fat ewes; 40 forward empty ewes. CATTLE: 12 2-year steers; 4 18-month steers; 6 store cows; 8 3-year-old springing heifers. HORSES: 6 unbroken hacks; 1 hack, broken to saddle.: [18, 1075, 139, 1174]
ad-heading: WEDNESDAY, 19th JULY, 1916. At 2 p.m.: [550, 122, 675, 140]
ad-text: MAGNIFICENT COLLARD AND COLLARD PIANO, 1900; LARGE EXTENSION TABLE; HEAVY BRASS-MOUNTED BEDSTEADS; AXMINSTER AND BRUSSELS CARPETS; LEATHER DINING SUITE; BALMORAL GARDEN ROLLER.: [282, 178, 407, 236]
ad-text: ABRAHAM AND WILLIAMS, LTD., and LEVIN AND CO., LTD., Dalgety and Co., Ltd., Feilding, will sell at Mr. Alfred Gray's Yards, 1 mile from Sanson, on the above date, at 1 o'clock,: [18, 1202, 139, 1251]
ad-text: TERMS: 10 Per Cent. on Day of Sale, 10 Per Cent. in 6 Months, 10 Per Cent. in 12 Months, Balance 5 Years at 5 Per Cent.: [416, 432, 541, 465]
ad-display-name: LOMAX AND SHORWILL,: [876, 404, 1060, 421]
ad-display-name: LAND SALE: [569, 80, 656, 97]
ad-text: NOTE.—The Auctioneers can thoroughly recommend the above heifers and cows to intending purchasers. The mothers of these heifers averaged 220 lbs. butter-fat.: [18, 181, 139, 222]
ad-heading: MESSRS. WRIGHT, STEPHENSON AND CO., LTD.: [155, 1325, 266, 1343]
ad-display-name: J. M. MILNE,: [566, 2268, 659, 2285]
ad-text: 55 young dairy cows, August and September calvers; 11 choice yearling heifers; 1 S.H. bull; 1 Holstein bull; 4 draught horses, broken to all work; 4 unbroken draughts; 1 thoroughbred mare; 1 pony; 100 mixed lambs; 20 pedigree Lincoln ewes, in lamb, and Lincoln rams; 20 pigs; 4 sows.: [148, 699, 273, 765]
ad-text: Each of the above properties is let for a permanent tenancy to Taupo Quay, and is to be offered separately. Terms: One-third cash, balance for five years at 5 per cent. Fuller particulars on application to: [282, 1284, 407, 1333]
ad-display-name: F. P. CORKILL.: [559, 2151, 666, 2168]
ad-signature: S. GEORGE NATHAN, 111 Customhouse Quay.: [459, 306, 541, 323]
ad-text: WE are Buyers of OX, COW, and WELL-BRED in quarters, housed or sorted. Highest prices given on "the hook" at Feilding Works or we will Sell for clients on Commission. It will pay you to communicate with us.: [282, 1378, 407, 1427]
ad-heading: LAND, STOCK AND FINANCIAL AGENTS, WELLINGTON.: [863, 777, 1073, 786]
ad-heading: HANDY DAIRY FARM.: [572, 666, 653, 675]
ad-text: All that Parcel of Land containing 1 rood 38 perches, more or less, being part Section 325, and being the whole of the land comprised and described in Certificate of Title, Volume 138, folio 149, together with the cottage erected thereon. This property is situate two miles from Upper Hutt, near Mount Hurst Road, and has ample frontage.: [282, 779, 407, 854]
ad-display-name: A. H. ATKINSON & CO., LTD.,: [864, 565, 1072, 582]
ad-display-name: GRANT & CAMPBELL,: [886, 957, 1050, 974]
ad-heading: MAIN ROAD, LOWER HUTT. SATURDAY, 8th JULY, 1916, At 1.45 p.m. sharp.: [288, 98, 401, 124]
ad-heading: UNRESERVED DISPERSAL SALE OF DAIRY STOCK, IMPLEMENTS, ETC.: [18, 388, 139, 414]
ad-text: AT THE HEATHERLEA HOMESTEAD, 3 MILES FROM FEILDING, TUESDAY, JULY 11th, at 11.30 a.m.: [18, 416, 139, 440]
ad-heading: MURRAY, ROBERTS AND CO., LTD.: [155, 1367, 266, 1385]
ad-heading: CLEARING LAND AND CLEARING SALE.: [168, 527, 253, 544]
ad-text: For further particulars, apply to the Auctioneer,: [282, 1077, 407, 1093]
ad-heading: FOR SALE OR EXCHANGE.: [562, 2184, 663, 2193]
ad-divider: [302, 1118, 387, 1119]
